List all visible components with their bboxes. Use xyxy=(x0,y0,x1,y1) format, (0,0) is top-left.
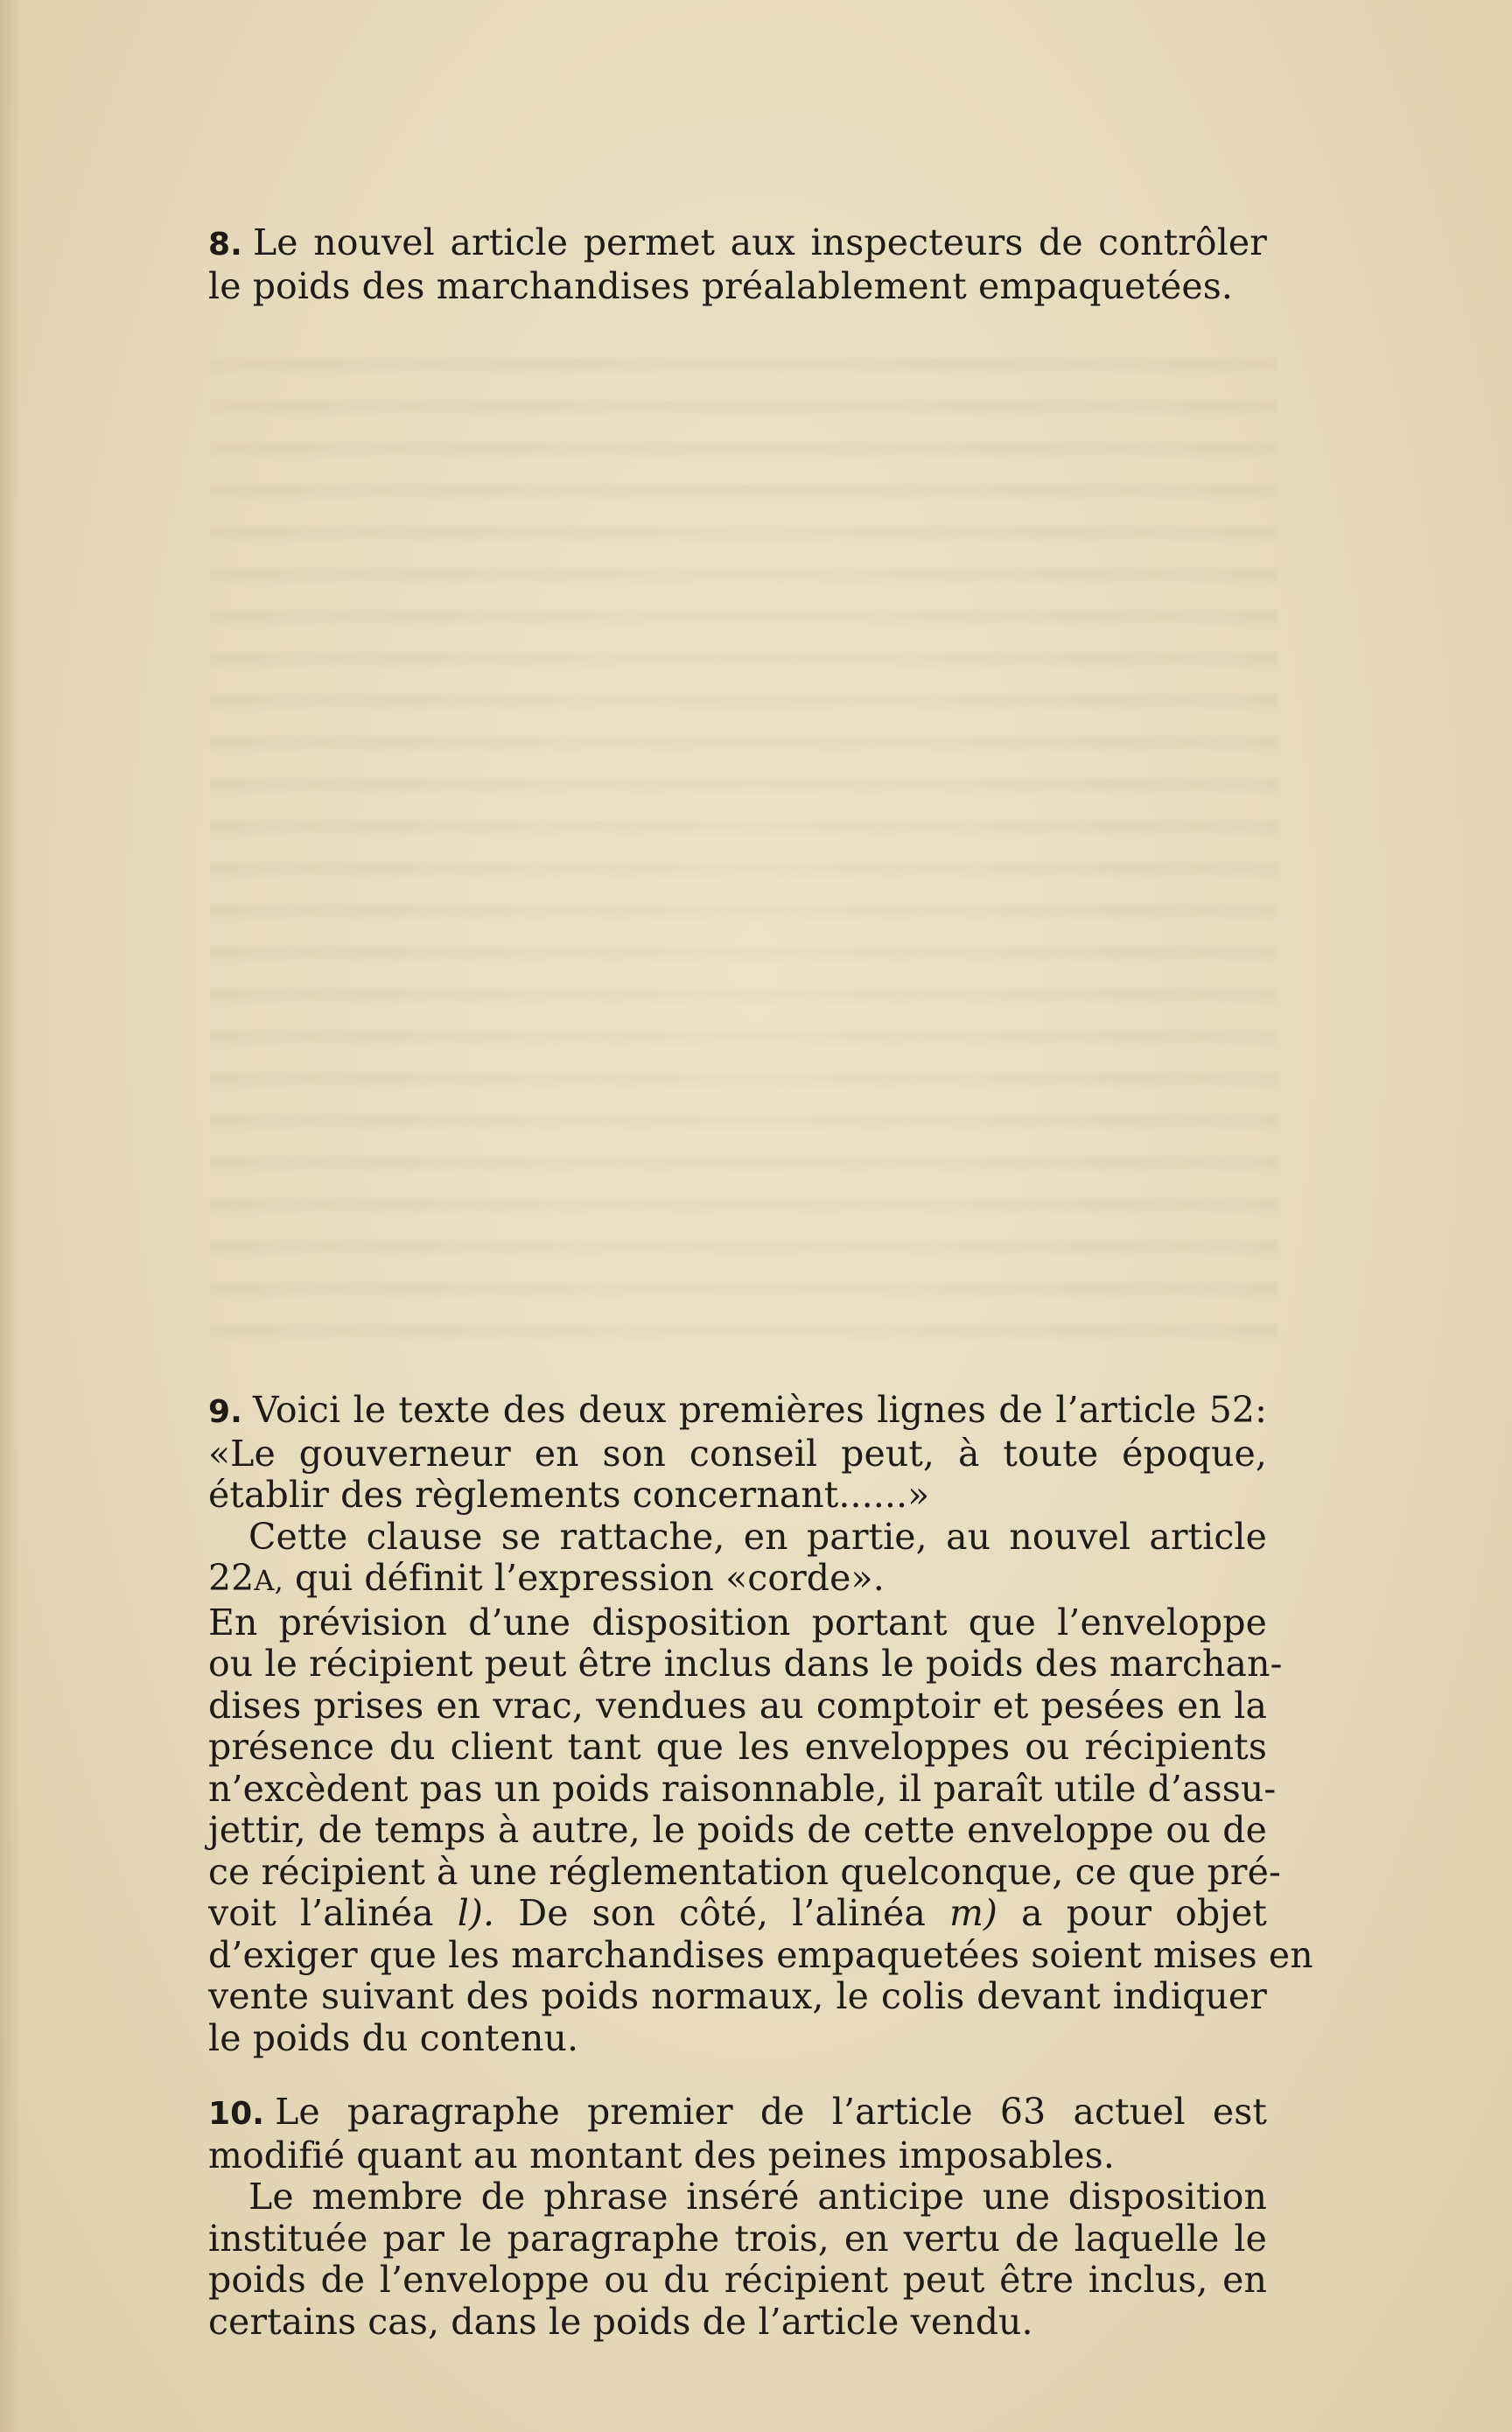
section-number: 10. xyxy=(208,2096,265,2132)
paragraph-line: établir des règlements concernant......» xyxy=(208,1474,930,1516)
section-9-line-1: 9. Voici le texte des deux premières lignes de l’article 52: xyxy=(208,1389,1267,1431)
paragraph-line: d’exiger que les marchandises empaquetées soient mises en xyxy=(208,1933,1313,1976)
section-9 xyxy=(208,1389,1313,2059)
paragraph-line: «Le gouverneur en son conseil peut, à toute époque, xyxy=(208,1432,1267,1475)
paragraph-line: Le membre de phrase inséré anticipe une disposition xyxy=(248,2176,1267,2218)
paragraph-line: présence du client tant que les enveloppes ou récipients xyxy=(208,1726,1267,1768)
article-ref-letter: A, xyxy=(254,1564,284,1597)
paragraph-line: modifié quant au montant des peines imposables. xyxy=(208,2134,1115,2176)
paragraph-line: ce récipient à une réglementation quelconque, ce que pré- xyxy=(208,1850,1281,1893)
section-10 xyxy=(208,2092,1267,2343)
paragraph-line: ou le récipient peut être inclus dans le poids des marchan- xyxy=(208,1643,1283,1685)
section-8-line-1: 8. Le nouvel article permet aux inspecteurs de contrôler xyxy=(208,221,1267,263)
paragraph-line: vente suivant des poids normaux, le colis devant indiquer xyxy=(208,1975,1267,2017)
paragraph-line: n’excèdent pas un poids raisonnable, il paraît utile d’assu- xyxy=(208,1767,1277,1810)
section-8-line-2: le poids des marchandises préalablement empaquetées. xyxy=(208,264,1234,307)
paragraph-line: instituée par le paragraphe trois, en vertu de laquelle le xyxy=(208,2217,1267,2260)
section-number: 8. xyxy=(208,227,242,263)
bleed-through-text xyxy=(210,333,1278,1348)
paragraph-line: 22A, qui définit l’expression «corde». xyxy=(208,1557,885,1599)
paragraph-line: voit l’alinéa l). De son côté, l’alinéa m) a pour objet xyxy=(208,1892,1268,1934)
paragraph-line: le poids du contenu. xyxy=(208,2016,579,2059)
section-8 xyxy=(208,222,1267,307)
paragraph-line: certains cas, dans le poids de l’article vendu. xyxy=(208,2300,1033,2343)
paragraph-line: Cette clause se rattache, en partie, au nouvel article xyxy=(248,1515,1267,1558)
alinea-l: l). xyxy=(457,1892,495,1934)
paragraph-line: dises prises en vrac, vendues au comptoir et pesées en la xyxy=(208,1684,1267,1727)
section-number: 9. xyxy=(208,1394,242,1430)
section-10-line-1: 10. Le paragraphe premier de l’article 63 actuel est xyxy=(208,2091,1267,2133)
article-ref: 22 xyxy=(208,1557,255,1599)
page-edge-shadow xyxy=(0,0,21,2432)
paragraph-line: En prévision d’une disposition portant que l’enveloppe xyxy=(208,1601,1267,1644)
paragraph-line: jettir, de temps à autre, le poids de cette enveloppe ou de xyxy=(208,1809,1267,1851)
paragraph-line: poids de l’enveloppe ou du récipient peut être inclus, en xyxy=(208,2259,1267,2301)
alinea-m: m) xyxy=(948,1892,998,1934)
